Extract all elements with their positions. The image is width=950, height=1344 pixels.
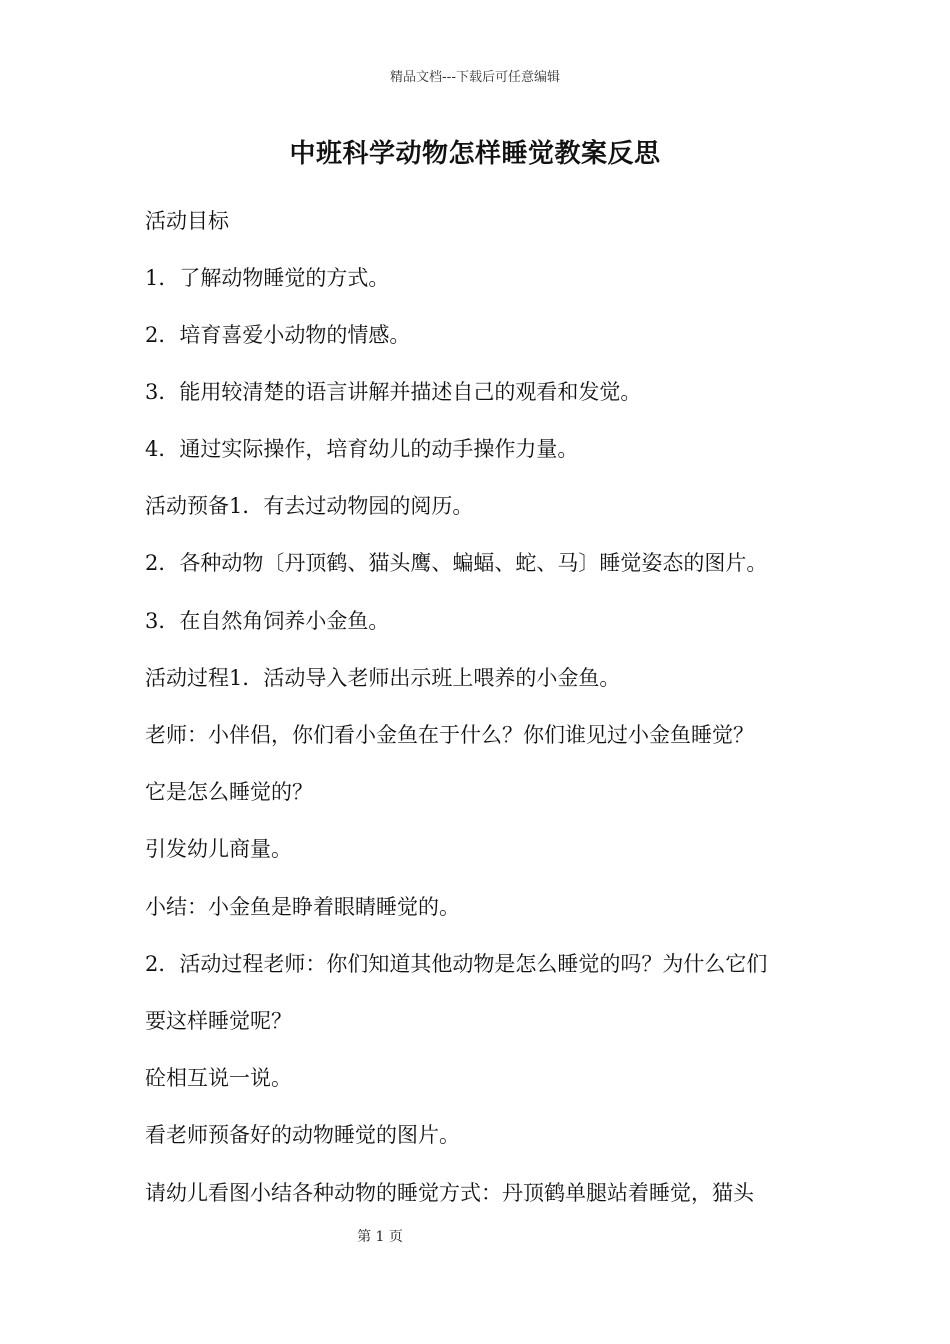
paragraph-line: 2．培育喜爱小动物的情感。 xyxy=(145,323,411,347)
paragraph-line: 它是怎么睡觉的？ xyxy=(145,780,313,804)
paragraph-line: 3．在自然角饲养小金鱼。 xyxy=(145,609,390,633)
header-note: 精品文档---下载后可任意编辑 xyxy=(389,70,561,85)
paragraph-line: 4．通过实际操作，培育幼儿的动手操作力量。 xyxy=(145,437,579,461)
document-title: 中班科学动物怎样睡觉教案反思 xyxy=(289,139,661,169)
paragraph-line: 砼相互说一说。 xyxy=(145,1066,292,1090)
paragraph-line: 活动过程1．活动导入老师出示班上喂养的小金鱼。 xyxy=(145,666,621,690)
paragraph-line: 引发幼儿商量。 xyxy=(145,837,292,861)
paragraph-line: 活动目标 xyxy=(145,209,229,233)
paragraph-line: 3．能用较清楚的语言讲解并描述自己的观看和发觉。 xyxy=(145,380,642,404)
paragraph-line: 活动预备1．有去过动物园的阅历。 xyxy=(145,494,474,518)
page-number: 第 1 页 xyxy=(357,1229,403,1245)
paragraph-line: 要这样睡觉呢？ xyxy=(145,1009,292,1033)
paragraph-line: 看老师预备好的动物睡觉的图片。 xyxy=(145,1123,460,1147)
paragraph-line: 请幼儿看图小结各种动物的睡觉方式：丹顶鹤单腿站着睡觉，猫头 xyxy=(145,1181,754,1205)
paragraph-line: 2．活动过程老师：你们知道其他动物是怎么睡觉的吗？为什么它们 xyxy=(145,952,768,976)
paragraph-line: 1．了解动物睡觉的方式。 xyxy=(145,266,390,290)
paragraph-line: 老师：小伴侣，你们看小金鱼在于什么？你们谁见过小金鱼睡觉？ xyxy=(145,723,754,747)
paragraph-line: 2．各种动物〔丹顶鹤、猫头鹰、蝙蝠、蛇、马〕睡觉姿态的图片。 xyxy=(145,551,768,575)
paragraph-line: 小结：小金鱼是睁着眼睛睡觉的。 xyxy=(145,895,460,919)
